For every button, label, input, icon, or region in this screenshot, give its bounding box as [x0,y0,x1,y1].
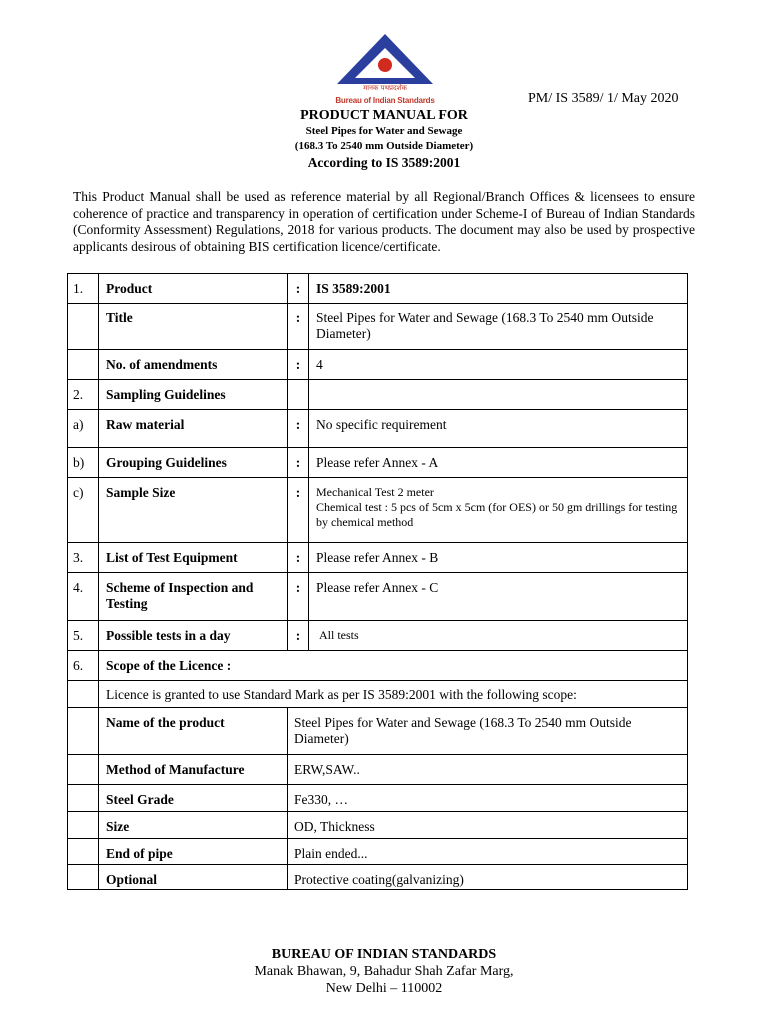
row-label: Product [99,274,288,303]
footer-address-line1: Manak Bhawan, 9, Bahadur Shah Zafar Marg, [254,964,514,979]
footer-organization: BUREAU OF INDIAN STANDARDS [271,947,497,962]
logo-hindi-text: मानक पथप्रदर्शक [363,84,407,92]
table-row [67,410,688,448]
scope-value: Protective coating(galvanizing) [288,865,688,889]
row-number [67,303,99,349]
sample-size-chemical: Chemical test : 5 pcs of 5cm x 5cm (for OES) or 50 gm drillings for testing by chemical method [316,500,678,529]
scope-value: OD, Thickness [288,812,688,838]
row-colon: : [288,478,309,542]
row-number [67,681,99,707]
row-number [67,839,99,864]
row-value: 4 [309,350,688,379]
row-value: Please refer Annex - A [309,448,688,477]
manual-subtitle: Steel Pipes for Water and Sewage [305,125,463,137]
row-number: 4. [67,573,99,620]
row-number: b) [67,448,99,477]
row-colon: : [288,573,309,620]
row-colon: : [288,410,309,447]
table-row [67,681,688,708]
row-colon: : [288,621,309,650]
row-label: Grouping Guidelines [99,448,288,477]
row-number [67,785,99,811]
row-label: Sampling Guidelines [99,380,288,409]
row-number [67,708,99,754]
row-value [309,380,688,409]
row-colon: : [288,274,309,303]
table-row [67,755,688,785]
footer-address-line2: New Delhi – 110002 [325,981,443,996]
table-row [67,478,688,543]
row-value: Steel Pipes for Water and Sewage (168.3 To 2540 mm Outside Diameter) [309,303,688,349]
logo-english-text: Bureau of Indian Standards [335,96,435,105]
row-value: IS 3589:2001 [309,274,688,303]
row-label: No. of amendments [99,350,288,379]
row-number: c) [67,478,99,542]
table-row [67,350,688,380]
scope-value: Steel Pipes for Water and Sewage (168.3 To 2540 mm Outside Diameter) [288,708,688,754]
row-number: 3. [67,543,99,572]
row-value: All tests [309,621,688,650]
scope-value: Plain ended... [288,839,688,864]
table-row [67,651,688,681]
scope-value: Fe330, … [288,785,688,811]
row-value [309,478,688,542]
row-label: Possible tests in a day [99,621,288,650]
row-number: 2. [67,380,99,409]
row-label: Sample Size [99,478,288,542]
row-label: Raw material [99,410,288,447]
table-row [67,380,688,410]
scope-value: ERW,SAW.. [288,755,688,784]
manual-title: PRODUCT MANUAL FOR [300,108,468,123]
table-row [67,708,688,755]
row-number: 5. [67,621,99,650]
row-label: Title [99,303,288,349]
row-value: Please refer Annex - C [309,573,688,620]
row-colon: : [288,350,309,379]
table-row [67,573,688,621]
table-row [67,839,688,865]
table-row [67,303,688,350]
scope-label: Name of the product [99,708,288,754]
row-colon [288,380,309,409]
row-number: a) [67,410,99,447]
row-number [67,755,99,784]
table-row [67,621,688,651]
intro-paragraph: This Product Manual shall be used as reference material by all Regional/Branch Offices & licensees to ensure coherence of practice and transparency in operation of certification under Scheme-I of Bureau of Indian Standards (Conformity Assessment) Regulations, 2018 for various products. The document may also be used by prospective applicants desirous of obtaining BIS certification licence/certificate. [73,189,695,254]
row-label: List of Test Equipment [99,543,288,572]
table-row [67,448,688,478]
scope-label: End of pipe [99,839,288,864]
row-colon: : [288,543,309,572]
bis-logo [335,32,435,108]
row-colon: : [288,303,309,349]
row-label: Scope of the Licence : [99,651,688,680]
row-value: Please refer Annex - B [309,543,688,572]
row-number [67,350,99,379]
scope-label: Optional [99,865,288,889]
manual-standard: According to IS 3589:2001 [307,155,461,170]
table-row [67,543,688,573]
sample-size-mechanical: Mechanical Test 2 meter [316,485,434,499]
manual-subtitle-range: (168.3 To 2540 mm Outside Diameter) [294,140,474,152]
scope-label: Steel Grade [99,785,288,811]
scope-label: Method of Manufacture [99,755,288,784]
table-row [67,865,688,890]
row-number [67,865,99,889]
table-row [67,273,688,304]
document-reference: PM/ IS 3589/ 1/ May 2020 [528,91,679,106]
row-value: No specific requirement [309,410,688,447]
table-row [67,812,688,839]
table-row [67,785,688,812]
row-colon: : [288,448,309,477]
scope-statement: Licence is granted to use Standard Mark as per IS 3589:2001 with the following scope: [99,681,688,707]
scope-label: Size [99,812,288,838]
row-number: 6. [67,651,99,680]
row-number: 1. [67,274,99,303]
row-label: Scheme of Inspection and Testing [99,573,288,620]
row-number [67,812,99,838]
